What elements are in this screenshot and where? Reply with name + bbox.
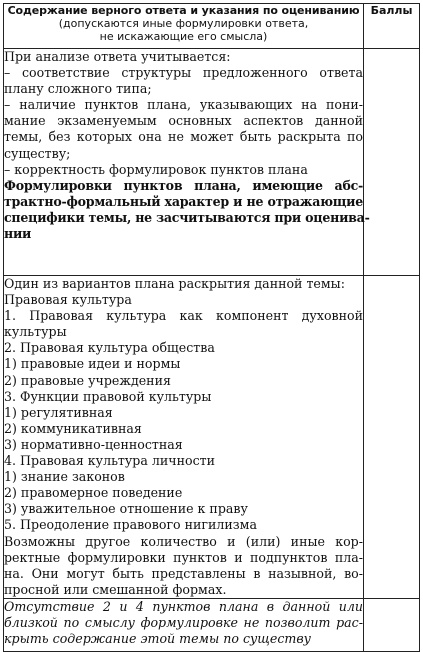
header-subtitle-2: не искажающие его смысла)	[99, 30, 268, 43]
plan-line: 1) знание законов	[4, 469, 125, 485]
criteria-line: существу;	[4, 145, 71, 161]
grading-table	[3, 3, 420, 652]
plan-line: Правовая культура	[4, 292, 132, 308]
plan-points-cell	[364, 276, 420, 599]
criteria-line: – соответствие структуры предложенного ответа	[4, 65, 363, 81]
criteria-bold-line: трактно-формальный характер и не отражающие	[4, 193, 363, 209]
criteria-points-cell	[364, 49, 420, 276]
plan-line: 2) коммуникативная	[4, 420, 142, 436]
plan-line: 1. Правовая культура как компонент духовной	[4, 308, 363, 324]
note-cell	[4, 598, 364, 651]
plan-line: культуры	[4, 324, 67, 340]
note-line: Отсутствие 2 и 4 пунктов плана в данной или	[4, 598, 363, 614]
plan-line: просной или смешанной формах.	[4, 581, 227, 597]
points-header: Баллы	[364, 4, 420, 49]
criteria-line: При анализе ответа учитывается:	[4, 49, 231, 64]
plan-line: ректные формулировки пунктов и подпунктов пла-	[4, 549, 363, 565]
note-line: близкой по смыслу формулировке не позволит рас-	[4, 614, 363, 630]
plan-line: 3. Функции правовой культуры	[4, 388, 212, 404]
header-content-cell	[4, 4, 364, 49]
criteria-line: плану сложного типа;	[4, 81, 152, 97]
criteria-line: мание экзаменуемым основных аспектов данной	[4, 113, 363, 129]
criteria-bold-line: нии	[4, 226, 32, 242]
plan-row	[4, 276, 420, 599]
note-row	[4, 598, 420, 651]
note-points-cell	[364, 598, 420, 651]
plan-line: 1) регулятивная	[4, 404, 113, 420]
plan-line: 1) правовые идеи и нормы	[4, 356, 181, 372]
criteria-line: темы, без которых она не может быть раскрыта по	[4, 129, 363, 145]
plan-line: 2) правовые учреждения	[4, 372, 171, 388]
criteria-cell	[4, 49, 370, 276]
plan-line: 3) нормативно-ценностная	[4, 436, 183, 452]
plan-line: 2) правомерное поведение	[4, 485, 183, 501]
plan-line: 5. Преодоление правового нигилизма	[4, 517, 257, 533]
plan-line: Возможны другое количество и (или) иные кор-	[4, 533, 363, 549]
plan-line: 2. Правовая культура общества	[4, 340, 215, 356]
plan-line: 4. Правовая культура личности	[4, 453, 215, 469]
plan-line: 3) уважительное отношение к праву	[4, 501, 248, 517]
plan-cell	[4, 276, 364, 599]
criteria-bold-line: специфики темы, не засчитываются при оценива-	[4, 209, 370, 225]
criteria-bold-line: Формулировки пунктов плана, имеющие абс-	[4, 177, 363, 193]
header-row	[4, 4, 420, 49]
criteria-line: – наличие пунктов плана, указывающих на пони-	[4, 97, 363, 113]
plan-line: на. Они могут быть представлены в назывной, во-	[4, 565, 363, 581]
header-subtitle-1: (допускаются иные формулировки ответа,	[58, 17, 309, 30]
note-line: крыть содержание этой темы по существу	[4, 631, 311, 647]
header-title: Содержание верного ответа и указания по оцениванию	[7, 4, 360, 17]
criteria-line: – корректность формулировок пунктов плана	[4, 161, 308, 177]
criteria-row	[4, 49, 420, 276]
plan-line: Один из вариантов плана раскрытия данной темы:	[4, 276, 345, 291]
